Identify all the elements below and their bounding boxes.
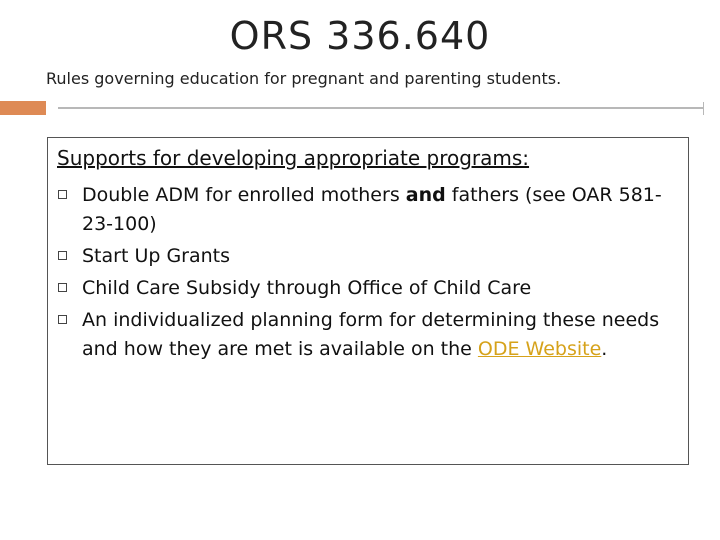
checkbox-square-icon xyxy=(58,190,67,199)
slide-subtitle: Rules governing education for pregnant and parenting students. xyxy=(46,69,562,88)
divider-end-tick xyxy=(703,102,704,115)
bullet-text-pre: Double ADM for enrolled mothers xyxy=(82,184,406,206)
bullet-text-post: fathers (see OAR 581-23-100) xyxy=(82,184,662,235)
bullet-item-double-adm xyxy=(56,181,682,239)
bullet-text-bold: and xyxy=(405,184,446,206)
bullet-text: Child Care Subsidy through Office of Child Care xyxy=(82,277,532,299)
bullet-text-post: . xyxy=(601,338,608,360)
checkbox-square-icon xyxy=(58,315,67,324)
bullet-text-pre: An individualized planning form for determining these needs and how they are met is available on the xyxy=(82,309,660,360)
accent-bar xyxy=(0,101,46,115)
content-heading: Supports for developing appropriate programs: xyxy=(57,146,530,170)
checkbox-square-icon xyxy=(58,283,67,292)
slide-title: ORS 336.640 xyxy=(229,14,491,58)
bullet-item-planning-form xyxy=(56,306,682,364)
bullet-item-child-care-subsidy xyxy=(56,274,682,303)
ode-website-link[interactable]: ODE Website xyxy=(477,338,602,360)
content-box xyxy=(47,137,689,465)
checkbox-square-icon xyxy=(58,251,67,260)
divider-rule xyxy=(58,107,703,109)
bullet-item-start-up-grants xyxy=(56,242,682,271)
bullet-text: Start Up Grants xyxy=(82,245,231,267)
bullet-list xyxy=(56,181,682,367)
